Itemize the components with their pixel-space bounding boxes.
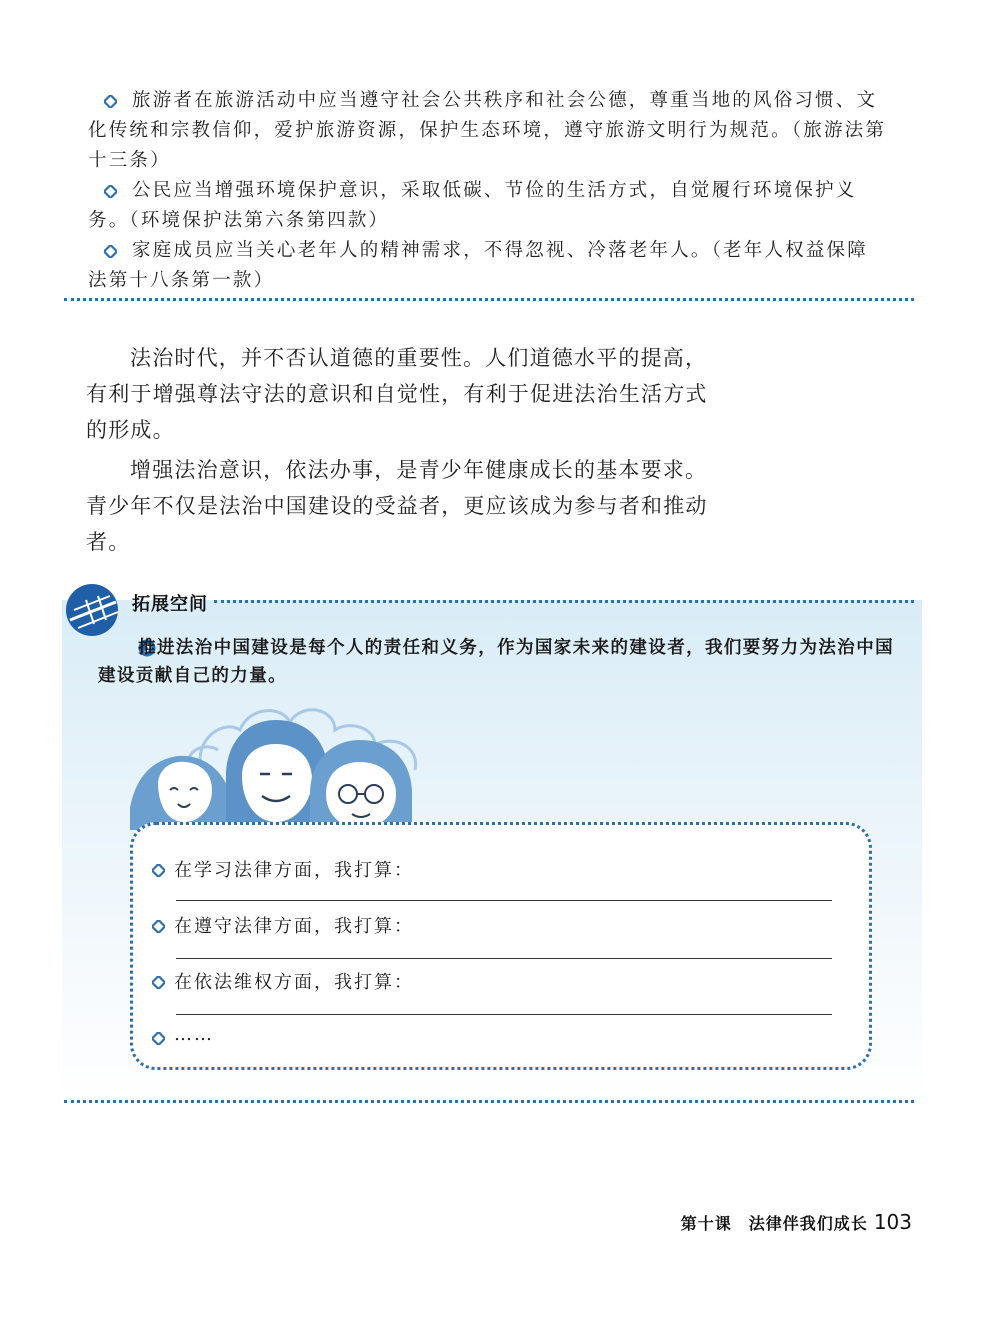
diamond-bullet-icon bbox=[152, 1029, 165, 1050]
extension-intro: 推进法治中国建设是每个人的责任和义务，作为国家未来的建设者，我们要努力为法治中国建设贡献自己的力量。 bbox=[98, 638, 894, 686]
dotted-divider bbox=[64, 1100, 914, 1103]
extension-title: 拓展空间 bbox=[132, 594, 208, 615]
answer-line[interactable] bbox=[176, 958, 832, 959]
body-paragraph: 法治时代，并不否认道德的重要性。人们道德水平的提高，有利于增强尊法守法的意识和自觉性，有利于促进法治生活方式的形成。 bbox=[86, 346, 708, 442]
plan-item-protect-rights: 在依法维权方面，我打算： bbox=[152, 968, 414, 994]
students-illustration bbox=[130, 690, 490, 834]
law-excerpt: 家庭成员应当关心老年人的精神需求，不得忽视、冷落老年人。（老年人权益保障法第十八条第一款） bbox=[88, 236, 888, 296]
law-excerpts bbox=[88, 86, 888, 296]
body-paragraph: 增强法治意识，依法办事，是青少年健康成长的基本要求。青少年不仅是法治中国建设的受益者，更应该成为参与者和推动者。 bbox=[86, 458, 708, 554]
lesson-title: 第十课 法律伴我们成长 bbox=[680, 1214, 868, 1233]
dotted-divider bbox=[214, 600, 914, 603]
plan-item-obey-law: 在遵守法律方面，我打算： bbox=[152, 912, 414, 938]
body-text bbox=[86, 340, 716, 564]
answer-line[interactable] bbox=[176, 1014, 832, 1015]
answer-line[interactable] bbox=[176, 900, 832, 901]
page-footer bbox=[681, 1210, 912, 1234]
plan-item-more: …… bbox=[152, 1024, 214, 1045]
law-excerpt: 旅游者在旅游活动中应当遵守社会公共秩序和社会公德，尊重当地的风俗习惯、文化传统和宗教信仰，爱护旅游资源，保护生态环境，遵守旅游文明行为规范。（旅游法第十三条） bbox=[88, 86, 888, 176]
dotted-divider bbox=[64, 298, 914, 301]
diamond-bullet-icon bbox=[88, 86, 126, 116]
diamond-bullet-icon bbox=[88, 236, 126, 266]
page-number: 103 bbox=[873, 1210, 912, 1234]
law-excerpt: 公民应当增强环境保护意识，采取低碳、节俭的生活方式，自觉履行环境保护义务。（环境保护法第六条第四款） bbox=[88, 176, 888, 236]
diamond-bullet-icon bbox=[152, 917, 165, 938]
plan-item-study-law: 在学习法律方面，我打算： bbox=[152, 856, 414, 882]
diamond-bullet-icon bbox=[152, 973, 165, 994]
diamond-bullet-icon bbox=[152, 861, 165, 882]
diamond-bullet-icon bbox=[88, 176, 126, 206]
